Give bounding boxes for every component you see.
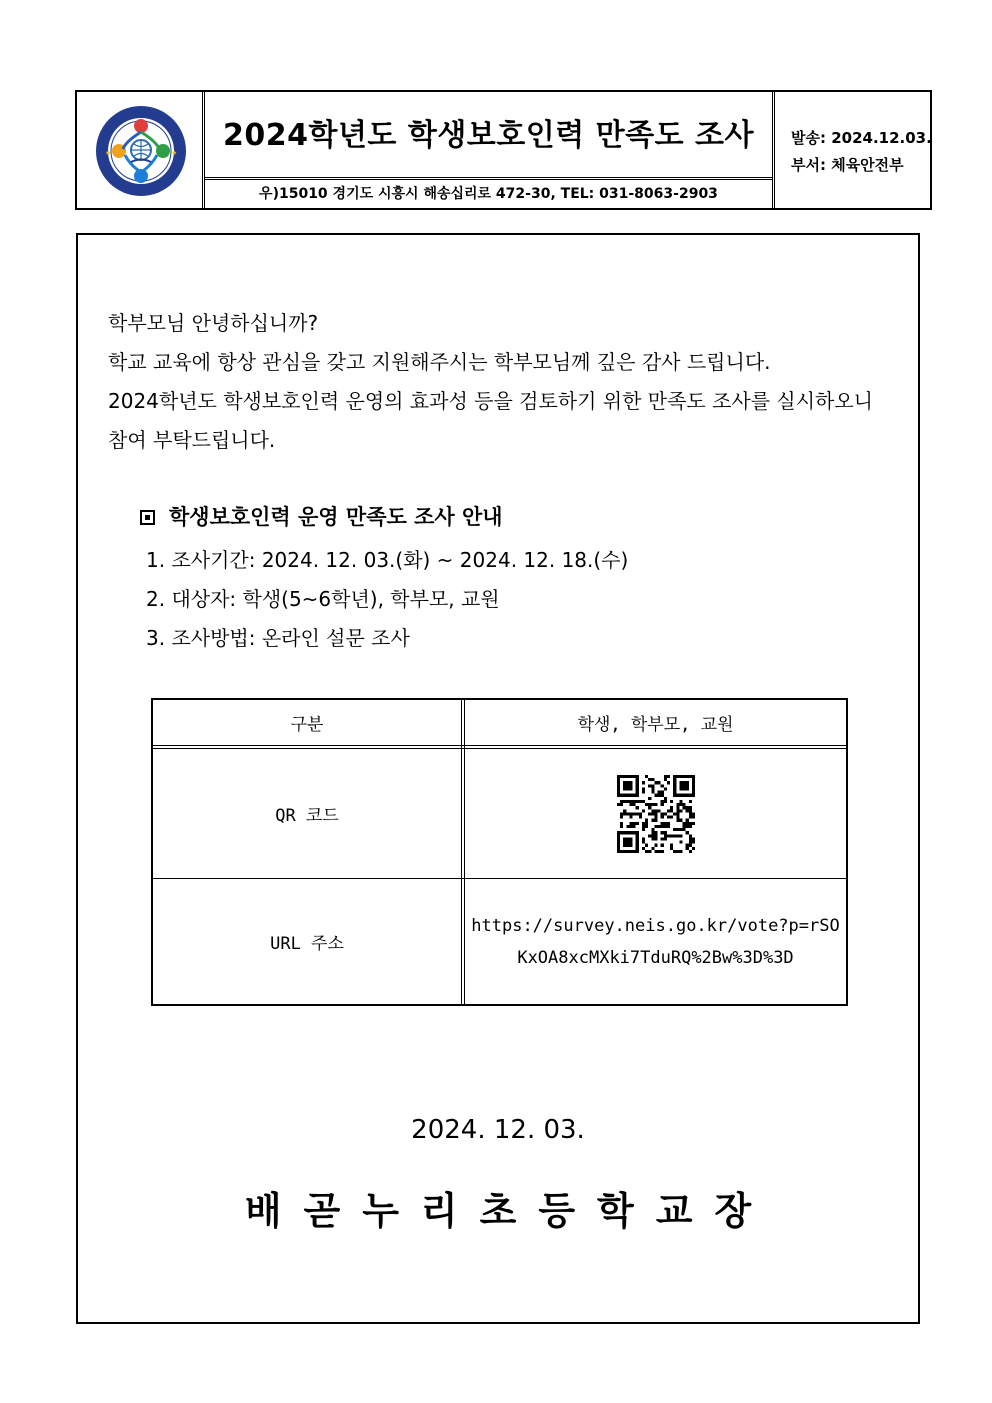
principal-signature: 배곧누리초등학교장	[244, 1189, 774, 1233]
svg-text:★: ★	[171, 149, 178, 157]
svg-text:★: ★	[105, 149, 112, 157]
title-cell	[205, 92, 775, 208]
document-date: 2024. 12. 03.	[411, 1115, 585, 1145]
body-line-2: 학교 교육에 항상 관심을 갖고 지원해주시는 학부모님께 깊은 감사 드립니다.	[108, 350, 771, 374]
document-title: 2024학년도 학생보호인력 만족도 조사	[205, 92, 772, 180]
logo-cell	[77, 92, 205, 208]
table-header-targets: 학생, 학부모, 교원	[577, 715, 734, 735]
document-body	[76, 233, 920, 1324]
document-header	[75, 90, 932, 210]
school-logo	[93, 105, 189, 197]
qr-cell	[465, 749, 846, 878]
list-item-period: 1. 조사기간: 2024. 12. 03.(화) ~ 2024. 12. 18.(수)	[146, 548, 629, 572]
list-item-method: 3. 조사방법: 온라인 설문 조사	[146, 626, 410, 650]
list-item-target: 2. 대상자: 학생(5~6학년), 학부모, 교원	[146, 587, 500, 611]
survey-url-line-1[interactable]: https://survey.neis.go.kr/vote?p=rSO	[471, 915, 840, 936]
greeting: 학부모님 안녕하십니까?	[108, 311, 319, 335]
url-cell[interactable]	[465, 879, 846, 1004]
issue-date: 발송: 2024.12.03.	[791, 129, 932, 147]
body-line-4: 참여 부탁드립니다.	[108, 428, 276, 452]
qr-row-label: QR 코드	[275, 806, 339, 826]
table-header-category: 구분	[290, 715, 324, 735]
square-bullet-icon	[140, 510, 155, 525]
school-address: 우)15010 경기도 시흥시 해송십리로 472-30, TEL: 031-8063-2903	[259, 186, 718, 202]
survey-url-line-2[interactable]: KxOA8xcMXki7TduRQ%2Bw%3D%3D	[517, 947, 794, 968]
url-row-label: URL 주소	[270, 934, 344, 954]
body-line-3: 2024학년도 학생보호인력 운영의 효과성 등을 검토하기 위한 만족도 조사를 실시하오니	[108, 389, 873, 413]
section-heading	[140, 501, 503, 531]
qr-code-image[interactable]	[617, 775, 695, 853]
survey-table	[151, 698, 848, 1006]
department: 부서: 체육안전부	[791, 156, 904, 174]
meta-cell	[775, 92, 930, 208]
section-heading-text: 학생보호인력 운영 만족도 조사 안내	[169, 505, 503, 529]
